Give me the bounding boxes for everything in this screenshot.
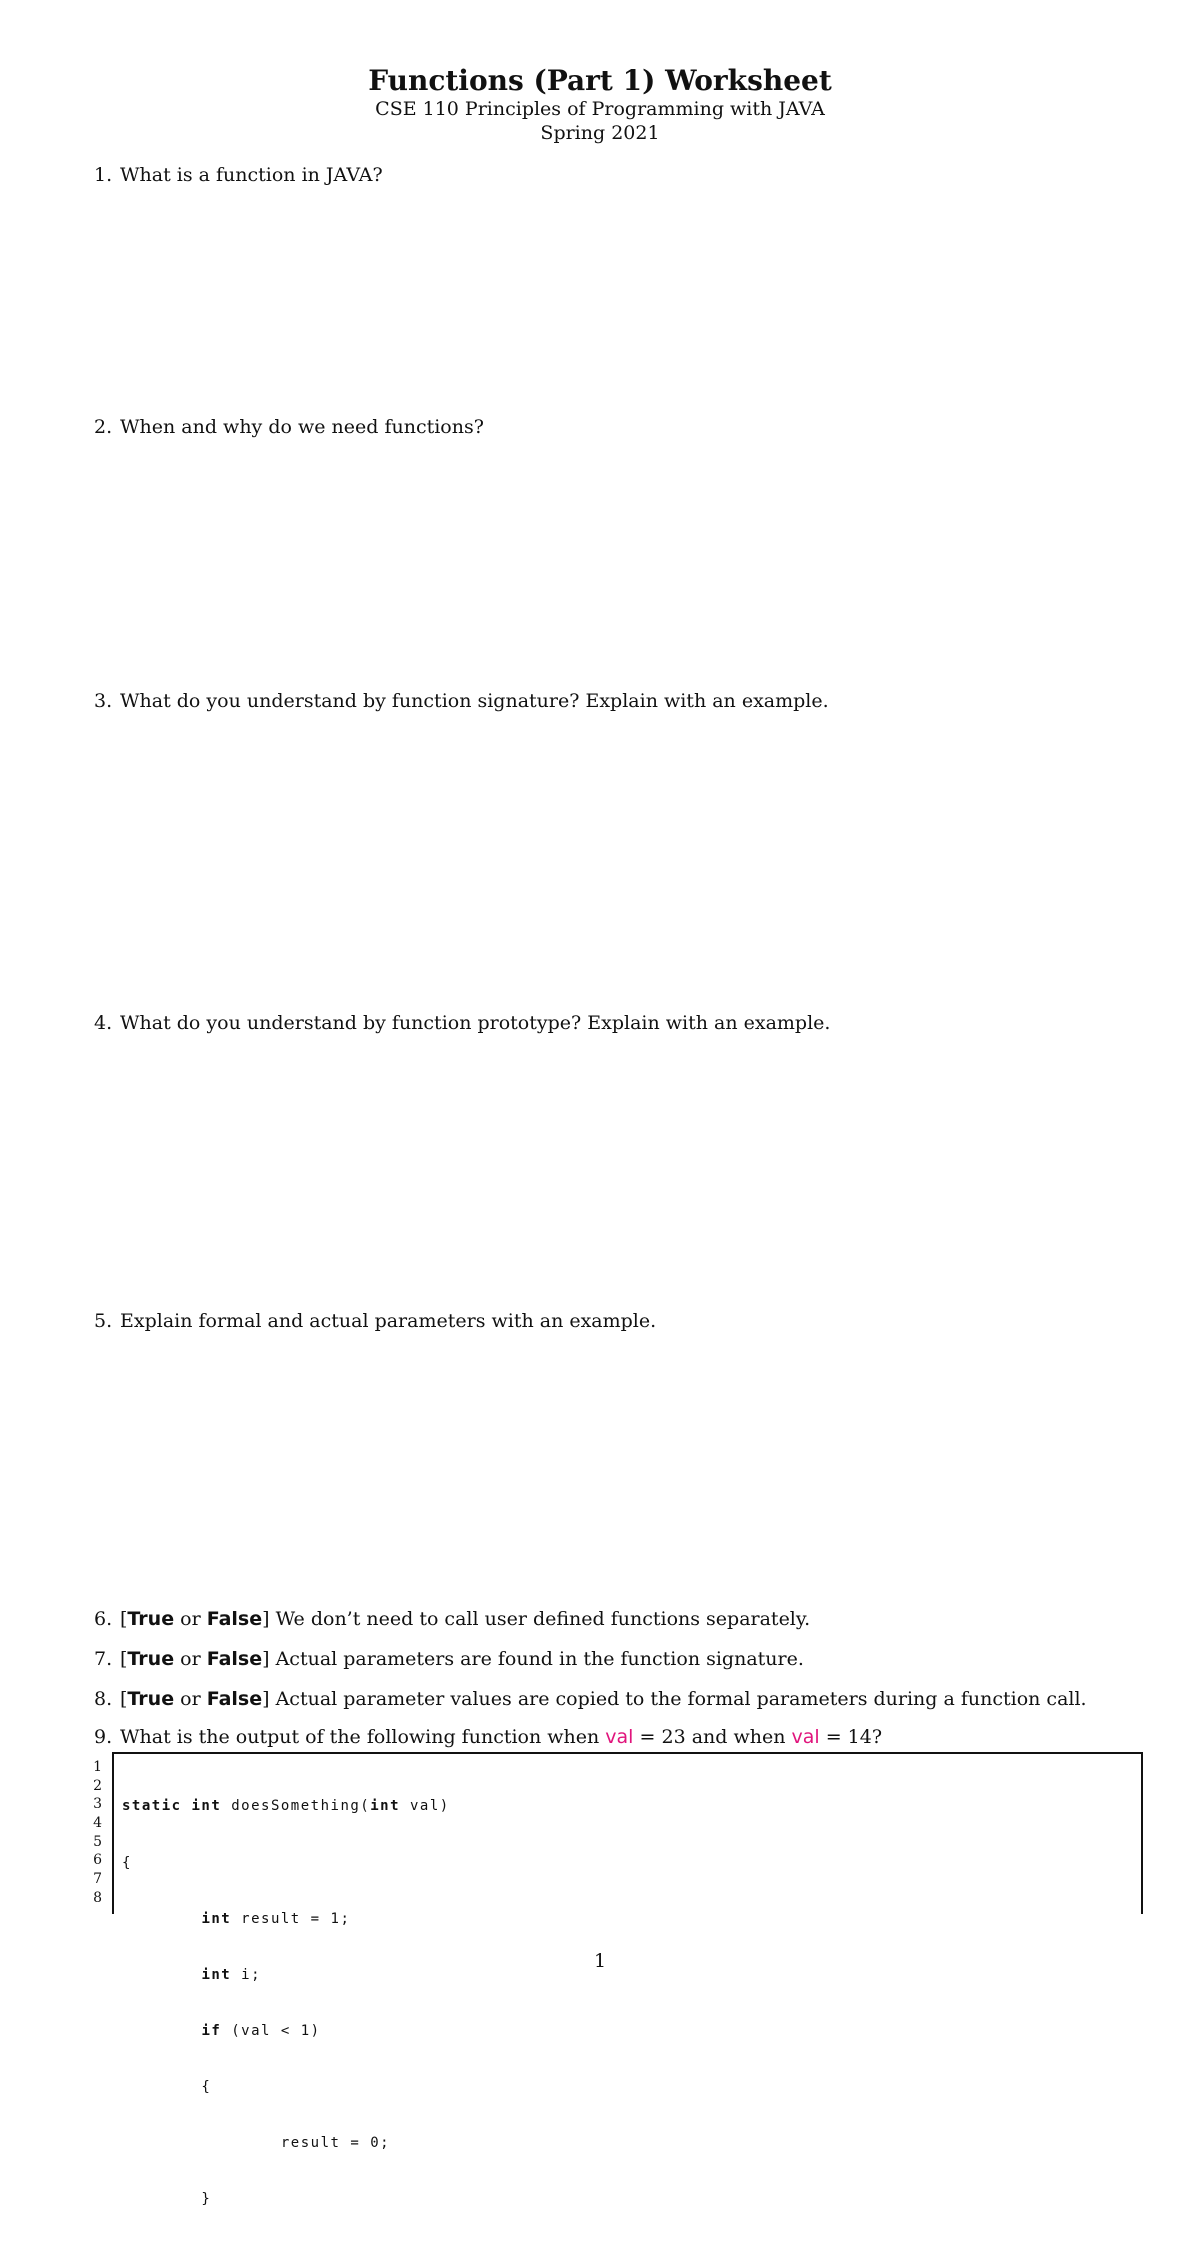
or-label: or <box>180 1688 201 1710</box>
question-2 <box>94 416 484 438</box>
code-frame <box>112 1752 1143 2208</box>
question-number: 1. <box>94 164 113 186</box>
question-1 <box>94 164 383 186</box>
or-label: or <box>180 1648 201 1670</box>
question-8 <box>94 1688 1087 1710</box>
code-lines <box>122 1760 450 2246</box>
question-number: 7. <box>94 1648 113 1670</box>
question-text: What is a function in JAVA? <box>120 164 383 186</box>
code-line: { <box>122 1854 132 1871</box>
question-text: We don’t need to call user defined functions separately. <box>275 1608 811 1630</box>
code-line: { <box>122 2078 212 2095</box>
bracket-open: [ <box>120 1688 128 1710</box>
question-7 <box>94 1648 804 1670</box>
question-text: Actual parameter values are copied to the formal parameters during a function call. <box>275 1688 1087 1710</box>
false-label: False <box>206 1648 263 1670</box>
code-line: if (val < 1) <box>201 2022 321 2039</box>
or-label: or <box>180 1608 201 1630</box>
question-number: 9. <box>94 1726 113 1748</box>
line-number: 3 <box>93 1796 102 1813</box>
bracket-close: ] <box>262 1688 270 1710</box>
line-number: 7 <box>93 1871 102 1888</box>
question-text: What do you understand by function prototype? Explain with an example. <box>120 1012 831 1034</box>
course-name: CSE 110 Principles of Programming with JAVA <box>375 98 825 120</box>
question-number: 2. <box>94 416 113 438</box>
question-text: Explain formal and actual parameters with an example. <box>120 1310 657 1332</box>
variable-val: val <box>605 1726 634 1748</box>
question-number: 6. <box>94 1608 113 1630</box>
true-label: True <box>127 1648 175 1670</box>
line-number: 1 <box>93 1759 102 1775</box>
code-line: int i; <box>201 1966 262 1983</box>
bracket-open: [ <box>120 1648 128 1670</box>
question-4 <box>94 1012 830 1034</box>
question-text: Actual parameters are found in the function signature. <box>275 1648 804 1670</box>
false-label: False <box>206 1688 263 1710</box>
term: Spring 2021 <box>540 122 660 144</box>
question-5 <box>94 1310 656 1332</box>
bracket-close: ] <box>262 1648 270 1670</box>
false-label: False <box>206 1608 263 1630</box>
code-listing <box>86 1752 1141 2208</box>
bracket-close: ] <box>262 1608 270 1630</box>
question-text: When and why do we need functions? <box>120 416 484 438</box>
question-text-mid: = 23 and when <box>639 1726 786 1748</box>
bracket-open: [ <box>120 1608 128 1630</box>
true-label: True <box>127 1608 175 1630</box>
question-text-suffix: = 14? <box>825 1726 883 1748</box>
question-3 <box>94 690 829 712</box>
page-title: Functions (Part 1) Worksheet <box>368 64 832 97</box>
line-number: 4 <box>93 1815 102 1832</box>
code-line: int result = 1; <box>201 1910 351 1927</box>
line-number: 2 <box>93 1777 102 1794</box>
question-number: 4. <box>94 1012 113 1034</box>
question-6 <box>94 1608 810 1630</box>
code-keyword: static int <box>122 1798 222 1815</box>
question-text-prefix: What is the output of the following function when <box>120 1726 600 1748</box>
code-line: } <box>122 2191 212 2208</box>
line-number: 8 <box>93 1889 102 1906</box>
true-label: True <box>127 1688 175 1710</box>
question-number: 5. <box>94 1310 113 1332</box>
line-number: 6 <box>93 1852 102 1869</box>
variable-val: val <box>791 1726 820 1748</box>
code-text: doesSomething(int val) <box>231 1798 450 1815</box>
question-text: What do you understand by function signature? Explain with an example. <box>120 690 829 712</box>
page-number: 1 <box>593 1950 607 1972</box>
line-numbers <box>86 1758 102 1908</box>
question-number: 3. <box>94 690 113 712</box>
question-number: 8. <box>94 1688 113 1710</box>
question-9 <box>94 1726 882 1748</box>
line-number: 5 <box>93 1833 102 1850</box>
code-line: result = 0; <box>122 2134 391 2151</box>
code-line <box>122 1797 450 1816</box>
